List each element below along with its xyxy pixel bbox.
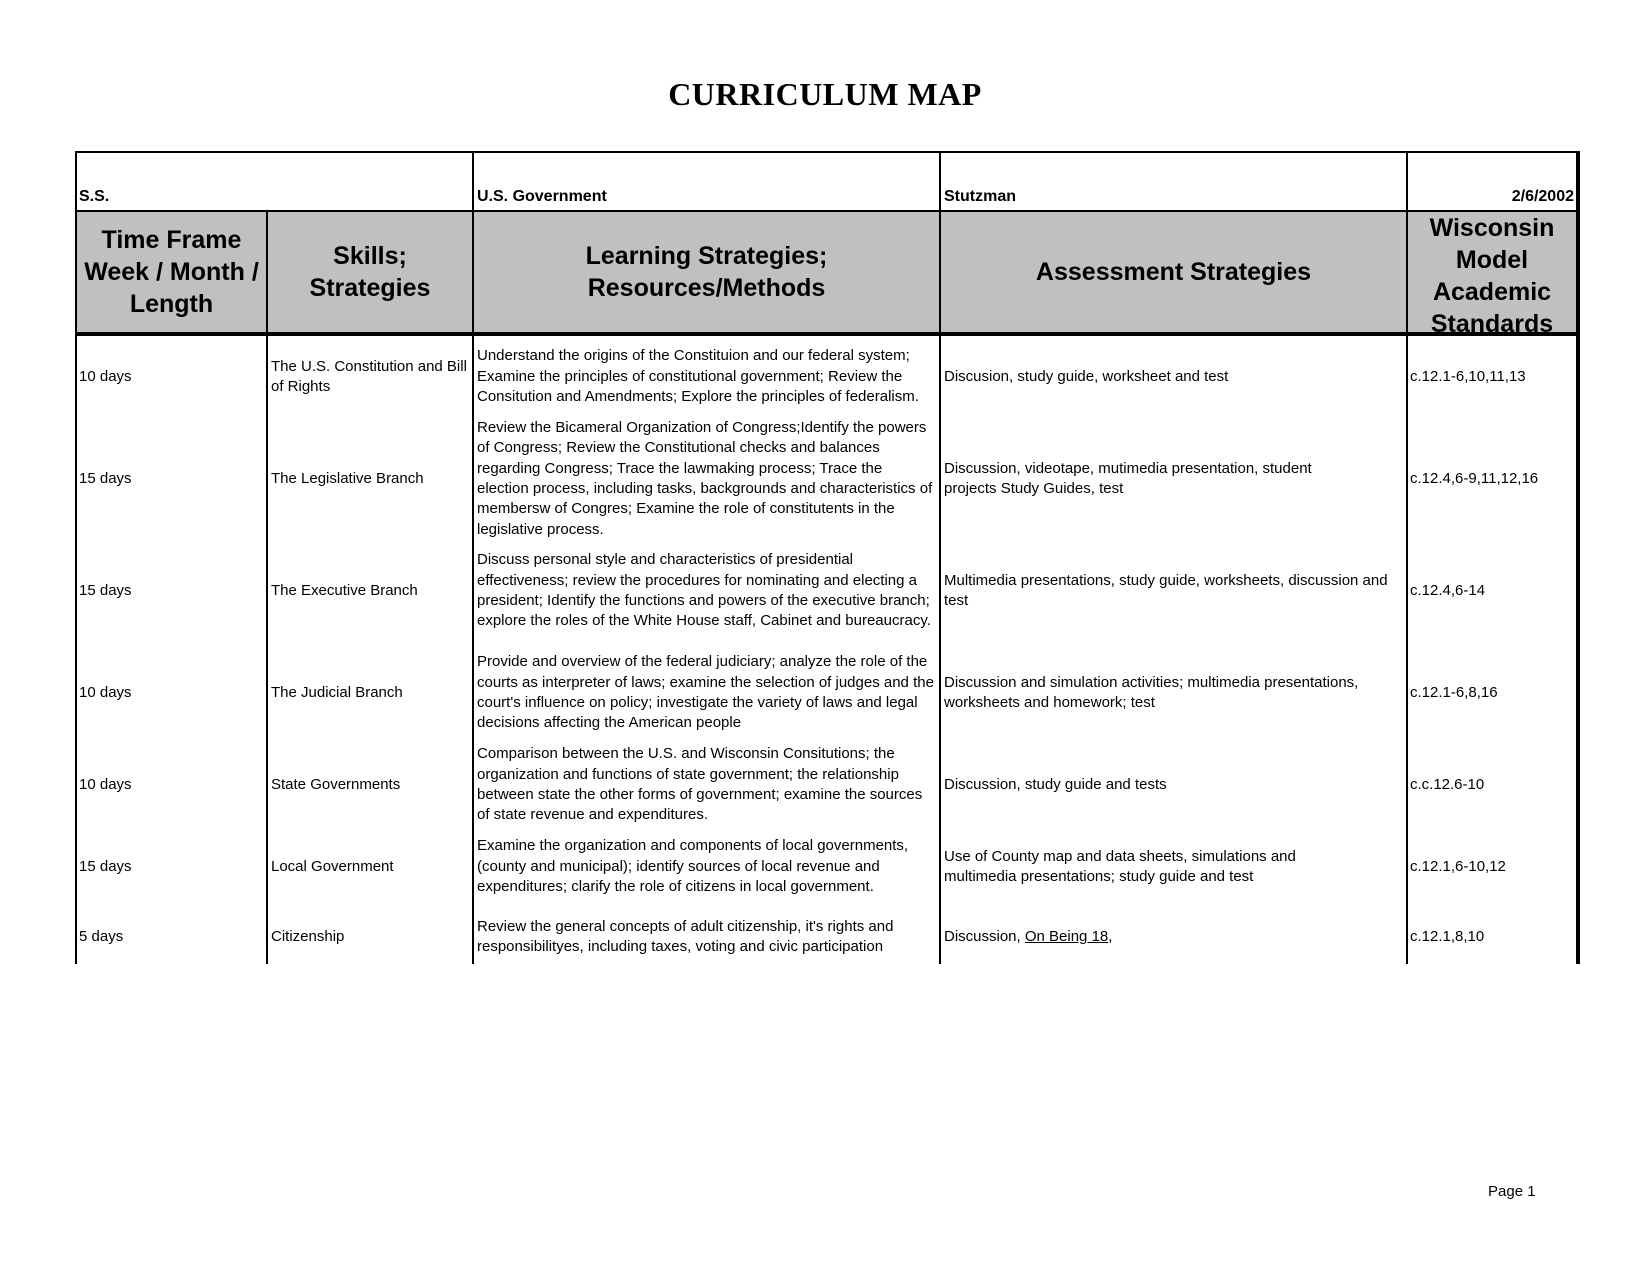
table-row-2-assessment: Discussion, videotape, mutimedia presentation, student projects Study Guides, test — [944, 459, 1312, 497]
table-row-7-assessment — [944, 914, 1404, 960]
page-title: CURRICULUM MAP — [668, 76, 982, 112]
table-row-3-skill: The Executive Branch — [271, 581, 418, 599]
table-row-6-time: 15 days — [79, 857, 132, 875]
table-row-2-skill: The Legislative Branch — [271, 469, 424, 487]
table-row-2-learning: Review the Bicameral Organization of Congress;Identify the powers of Congress; Review the Constitutional checks and balances regarding Congress; Trace the lawmaking process; Trace the election process, including tasks, backgrounds and characteristics of membersw of Congres; Examine the role of constitutents in the legislative process. — [477, 418, 933, 538]
table-row-7-time: 5 days — [79, 927, 124, 945]
table-row-4-standards: c.12.1-6,8,16 — [1410, 683, 1498, 701]
table-row-1-learning: Understand the origins of the Constituion and our federal system; Examine the principles of constitutional government; Review the Consitution and Amendments; Explore the principles of federalism. — [477, 347, 919, 406]
table-row-6-assessment: Use of County map and data sheets, simulations and multimedia presentations; study guide and test — [944, 847, 1296, 885]
header-learning: Learning Strategies; Resources/Methods — [585, 242, 828, 302]
course-label: U.S. Government — [477, 188, 607, 205]
book-title-link: On Being 18 — [1024, 927, 1109, 945]
table-row-2-standards: c.12.4,6-9,11,12,16 — [1410, 469, 1539, 487]
table-row-7-standards: c.12.1,8,10 — [1410, 927, 1485, 945]
table-row-3-time: 15 days — [79, 581, 132, 599]
table-row-3-learning: Discuss personal style and characteristics of presidential effectiveness; review the procedures for nominating and electing a president; Identify the functions and powers of the executive branch; explore the roles of the White House staff, Cabinet and bureaucracy. — [477, 551, 931, 630]
table-row-1-standards: c.12.1-6,10,11,13 — [1410, 367, 1526, 385]
col-line-5 — [1576, 151, 1580, 964]
table-top-border — [76, 151, 1580, 153]
assessment-suffix: , — [1108, 927, 1113, 945]
table-row-7-skill: Citizenship — [271, 927, 345, 945]
table-row-5-assessment: Discussion, study guide and tests — [944, 775, 1167, 793]
table-row-6-standards: c.12.1,6-10,12 — [1410, 857, 1506, 875]
table-row-2-time: 15 days — [79, 469, 132, 487]
header-time-frame: Time Frame Week / Month / Length — [84, 226, 259, 318]
header-assessment: Assessment Strategies — [1035, 258, 1312, 286]
assessment-text: Discussion, — [944, 927, 1025, 945]
page-number: Page 1 — [1488, 1183, 1536, 1200]
table-row-7-learning: Review the general concepts of adult citizenship, it's rights and responsibilityes, including taxes, voting and civic participation — [477, 917, 894, 955]
table-row-5-time: 10 days — [79, 775, 132, 793]
header-standards: Wisconsin Model Academic Standards — [1429, 214, 1555, 336]
table-row-4-learning: Provide and overview of the federal judiciary; analyze the role of the courts as interpreter of laws; examine the selection of judges and the court's influence on policy; investigate the variety of laws and legal decisions affecting the American people — [477, 653, 934, 732]
table-row-4-time: 10 days — [79, 683, 132, 701]
table-row-1-time: 10 days — [79, 367, 132, 385]
table-row-1-skill: The U.S. Constitution and Bill of Rights — [271, 357, 467, 395]
date-label: 2/6/2002 — [1511, 188, 1574, 205]
table-row-4-skill: The Judicial Branch — [271, 683, 403, 701]
header-skills: Skills; Strategies — [309, 242, 431, 302]
table-row-1-assessment: Discusion, study guide, worksheet and test — [944, 367, 1229, 385]
teacher-label: Stutzman — [944, 188, 1016, 205]
table-row-5-learning: Comparison between the U.S. and Wisconsin Consitutions; the organization and functions of state government; the relationship between state the other forms of government; examine the sources of state revenue and expenditures. — [477, 745, 923, 824]
table-row-5-standards: c.c.12.6-10 — [1410, 775, 1485, 793]
table-row-6-learning: Examine the organization and components of local governments, (county and municipal); identify sources of local revenue and expenditures; clarify the role of citizens in local government. — [477, 837, 909, 896]
table-row-3-assessment: Multimedia presentations, study guide, worksheets, discussion and test — [944, 571, 1388, 609]
department-label: S.S. — [79, 188, 110, 205]
table-row-5-skill: State Governments — [271, 775, 401, 793]
table-row-6-skill: Local Government — [271, 857, 394, 875]
table-row-3-standards: c.12.4,6-14 — [1410, 581, 1486, 599]
table-row-4-assessment: Discussion and simulation activities; multimedia presentations, worksheets and homework; test — [944, 673, 1359, 711]
